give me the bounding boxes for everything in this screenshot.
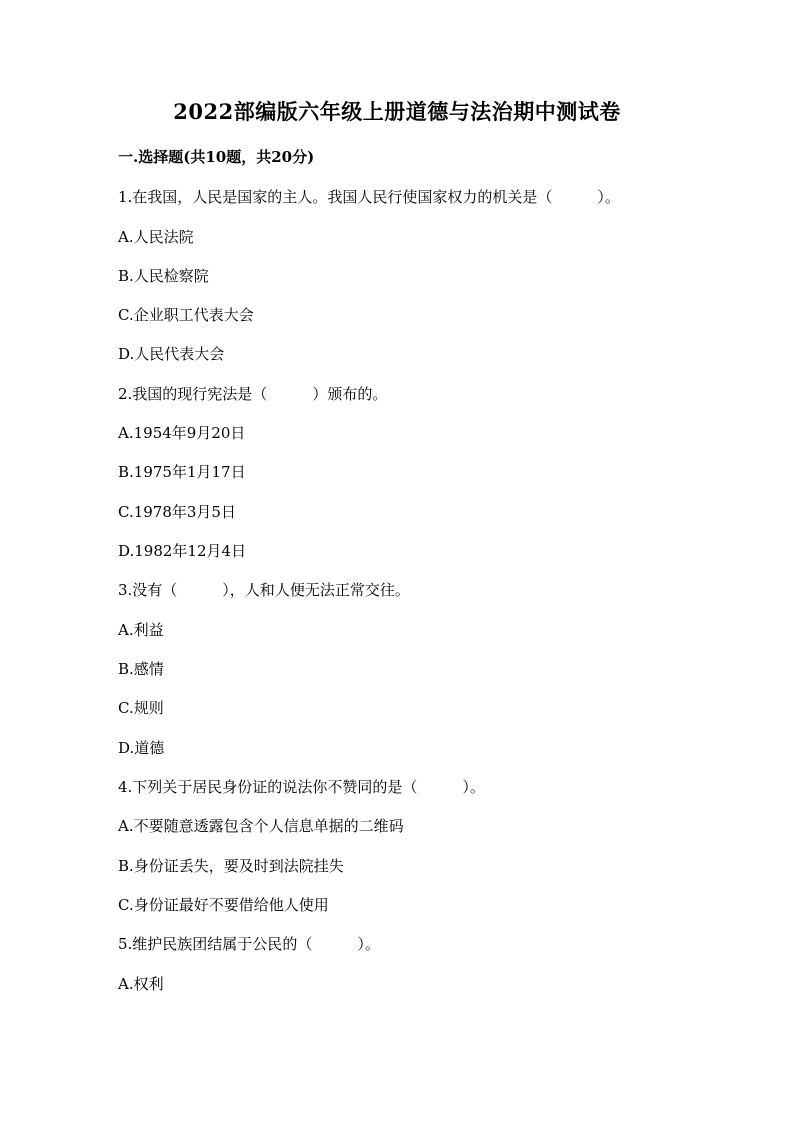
question-stem-5: 5.维护民族团结属于公民的（ ）。	[118, 935, 380, 953]
question-1-option-c: C.企业职工代表大会	[118, 306, 254, 324]
question-stem-2: 2.我国的现行宪法是（ ）颁布的。	[118, 385, 388, 403]
question-4-option-a: A.不要随意透露包含个人信息单据的二维码	[118, 817, 404, 835]
question-3-option-d: D.道德	[118, 739, 165, 757]
page-title: 2022部编版六年级上册道德与法治期中测试卷	[173, 99, 621, 124]
question-4-option-c: C.身份证最好不要借给他人使用	[118, 896, 329, 914]
question-1-option-a: A.人民法院	[118, 228, 194, 246]
question-1-option-b: B.人民检察院	[118, 267, 209, 285]
question-2-option-d: D.1982年12月4日	[118, 542, 247, 560]
question-1-option-d: D.人民代表大会	[118, 345, 225, 363]
question-stem-1: 1.在我国，人民是国家的主人。我国人民行使国家权力的机关是（ ）。	[118, 188, 620, 206]
question-stem-3: 3.没有（ ），人和人便无法正常交往。	[118, 581, 410, 599]
section-heading: 一.选择题(共10题，共20分)	[118, 148, 315, 166]
question-3-option-a: A.利益	[118, 621, 164, 639]
question-2-option-c: C.1978年3月5日	[118, 503, 236, 521]
question-stem-4: 4.下列关于居民身份证的说法你不赞同的是（ ）。	[118, 778, 485, 796]
question-3-option-c: C.规则	[118, 699, 164, 717]
question-3-option-b: B.感情	[118, 660, 164, 678]
question-2-option-b: B.1975年1月17日	[118, 463, 246, 481]
question-2-option-a: A.1954年9月20日	[118, 424, 246, 442]
question-5-option-a: A.权利	[118, 975, 164, 993]
question-4-option-b: B.身份证丢失，要及时到法院挂失	[118, 857, 344, 875]
